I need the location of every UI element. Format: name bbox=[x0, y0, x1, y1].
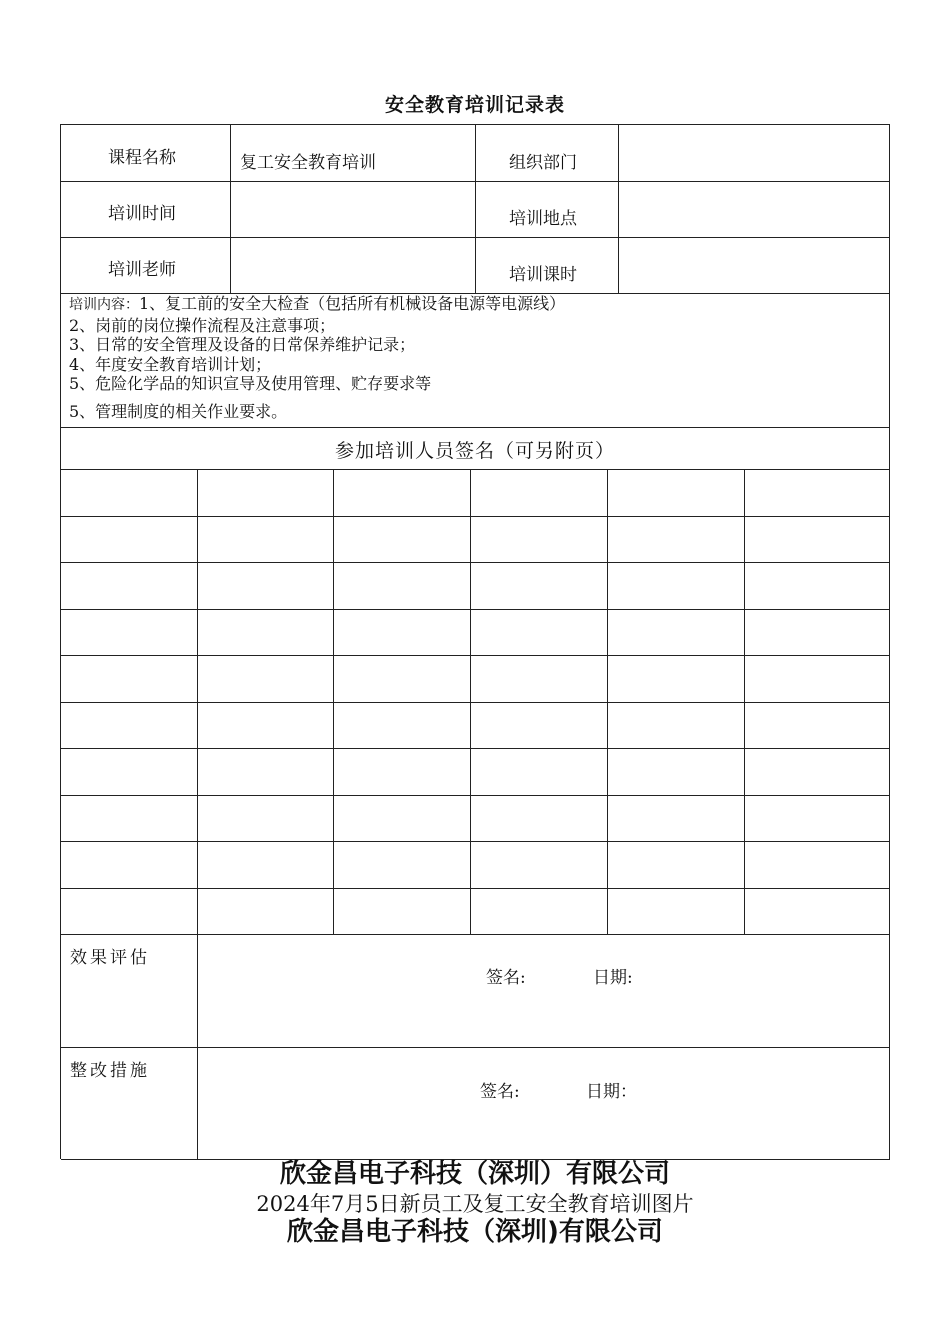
signature-cell[interactable] bbox=[471, 610, 608, 657]
training-location-label: 培训地点 bbox=[509, 209, 577, 229]
content-line-1: 培训内容：1、复工前的安全大检查（包括所有机械设备电源等电源线） bbox=[69, 294, 566, 313]
signature-cell[interactable] bbox=[608, 610, 745, 657]
training-record-table bbox=[60, 124, 890, 1159]
signature-cell[interactable] bbox=[745, 610, 890, 657]
signature-cell[interactable] bbox=[608, 889, 745, 936]
signature-cell[interactable] bbox=[471, 517, 608, 564]
content-line-6: 5、管理制度的相关作业要求。 bbox=[69, 401, 288, 421]
signature-header: 参加培训人员签名（可另附页） bbox=[334, 440, 615, 462]
signature-cell[interactable] bbox=[334, 889, 471, 936]
content-prefix: 培训内容： bbox=[69, 297, 139, 313]
training-content-cell bbox=[61, 294, 890, 428]
signature-cell[interactable] bbox=[334, 842, 471, 889]
signature-cell[interactable] bbox=[334, 563, 471, 610]
signature-cell[interactable] bbox=[198, 749, 334, 796]
signature-cell[interactable] bbox=[745, 563, 890, 610]
signature-cell[interactable] bbox=[745, 656, 890, 703]
course-name-value: 复工安全教育培训 bbox=[240, 153, 376, 173]
signature-cell[interactable] bbox=[745, 796, 890, 843]
content-line-4: 4、年度安全教育培训计划； bbox=[69, 354, 272, 374]
signature-cell[interactable] bbox=[198, 796, 334, 843]
training-content bbox=[69, 294, 565, 421]
training-time-value-cell bbox=[231, 182, 476, 238]
signature-header-cell bbox=[61, 428, 890, 470]
evaluation-content-cell[interactable] bbox=[198, 935, 890, 1048]
signature-cell[interactable] bbox=[198, 610, 334, 657]
signature-cell[interactable] bbox=[745, 749, 890, 796]
signature-cell[interactable] bbox=[471, 796, 608, 843]
signature-grid bbox=[61, 470, 890, 935]
org-dept-label-cell bbox=[476, 125, 619, 182]
training-location-label-cell bbox=[476, 182, 619, 238]
rectification-content-cell[interactable] bbox=[198, 1048, 890, 1160]
signature-cell[interactable] bbox=[471, 563, 608, 610]
signature-cell[interactable] bbox=[61, 749, 198, 796]
course-name-value-cell bbox=[231, 125, 476, 182]
course-name-label: 课程名称 bbox=[108, 148, 176, 168]
signature-cell[interactable] bbox=[61, 610, 198, 657]
signature-cell[interactable] bbox=[334, 470, 471, 517]
signature-cell[interactable] bbox=[334, 749, 471, 796]
signature-cell[interactable] bbox=[334, 796, 471, 843]
content-line-2: 2、岗前的岗位操作流程及注意事项； bbox=[69, 315, 336, 335]
training-time-label-cell bbox=[61, 182, 231, 238]
signature-cell[interactable] bbox=[61, 703, 198, 750]
signature-cell[interactable] bbox=[61, 517, 198, 564]
signature-cell[interactable] bbox=[61, 796, 198, 843]
photo-caption: 2024年7月5日新员工及复工安全教育培训图片 bbox=[256, 1192, 694, 1216]
trainer-label-cell bbox=[61, 238, 231, 294]
company-name-bottom: 欣金昌电子科技（深圳)有限公司 bbox=[287, 1217, 663, 1247]
signature-cell[interactable] bbox=[608, 470, 745, 517]
signature-cell[interactable] bbox=[61, 656, 198, 703]
signature-cell[interactable] bbox=[608, 749, 745, 796]
org-dept-label: 组织部门 bbox=[509, 153, 577, 173]
signature-cell[interactable] bbox=[198, 517, 334, 564]
signature-cell[interactable] bbox=[471, 889, 608, 936]
signature-cell[interactable] bbox=[198, 656, 334, 703]
trainer-value-cell bbox=[231, 238, 476, 294]
evaluation-sign-label: 签名: bbox=[486, 968, 526, 988]
signature-cell[interactable] bbox=[334, 610, 471, 657]
signature-cell[interactable] bbox=[471, 842, 608, 889]
signature-cell[interactable] bbox=[608, 563, 745, 610]
rectification-date-label: 日期： bbox=[586, 1082, 637, 1102]
signature-cell[interactable] bbox=[198, 470, 334, 517]
signature-cell[interactable] bbox=[608, 796, 745, 843]
signature-cell[interactable] bbox=[745, 889, 890, 936]
form-title: 安全教育培训记录表 bbox=[384, 94, 565, 116]
signature-cell[interactable] bbox=[334, 517, 471, 564]
training-time-label: 培训时间 bbox=[108, 204, 176, 224]
signature-cell[interactable] bbox=[198, 889, 334, 936]
signature-cell[interactable] bbox=[471, 749, 608, 796]
signature-cell[interactable] bbox=[745, 470, 890, 517]
signature-cell[interactable] bbox=[608, 656, 745, 703]
signature-cell[interactable] bbox=[198, 703, 334, 750]
signature-cell[interactable] bbox=[608, 703, 745, 750]
training-hours-label-cell bbox=[476, 238, 619, 294]
course-name-label-cell bbox=[61, 125, 231, 182]
rectification-label: 整改措施 bbox=[70, 1061, 150, 1081]
signature-cell[interactable] bbox=[334, 703, 471, 750]
evaluation-label-cell bbox=[61, 935, 198, 1048]
signature-cell[interactable] bbox=[471, 703, 608, 750]
evaluation-date-label: 日期: bbox=[593, 968, 633, 988]
signature-cell[interactable] bbox=[198, 842, 334, 889]
rectification-label-cell bbox=[61, 1048, 198, 1160]
signature-cell[interactable] bbox=[61, 470, 198, 517]
signature-cell[interactable] bbox=[61, 889, 198, 936]
signature-cell[interactable] bbox=[745, 703, 890, 750]
content-line-5: 5、危险化学品的知识宣导及使用管理、贮存要求等 bbox=[69, 374, 432, 393]
signature-cell[interactable] bbox=[745, 842, 890, 889]
signature-cell[interactable] bbox=[198, 563, 334, 610]
signature-cell[interactable] bbox=[61, 563, 198, 610]
training-location-value-cell bbox=[619, 182, 890, 238]
signature-cell[interactable] bbox=[471, 470, 608, 517]
training-hours-label: 培训课时 bbox=[509, 265, 577, 285]
signature-cell[interactable] bbox=[334, 656, 471, 703]
content-line-3: 3、日常的安全管理及设备的日常保养维护记录； bbox=[69, 335, 416, 354]
trainer-label: 培训老师 bbox=[108, 260, 176, 280]
evaluation-label: 效果评估 bbox=[70, 948, 150, 968]
signature-cell[interactable] bbox=[745, 517, 890, 564]
company-name-top: 欣金昌电子科技（深圳）有限公司 bbox=[279, 1159, 670, 1189]
signature-cell[interactable] bbox=[471, 656, 608, 703]
signature-cell[interactable] bbox=[608, 517, 745, 564]
signature-cell[interactable] bbox=[61, 842, 198, 889]
signature-cell[interactable] bbox=[608, 842, 745, 889]
org-dept-value-cell bbox=[619, 125, 890, 182]
rectification-sign-label: 签名: bbox=[480, 1082, 520, 1102]
training-hours-value-cell bbox=[619, 238, 890, 294]
